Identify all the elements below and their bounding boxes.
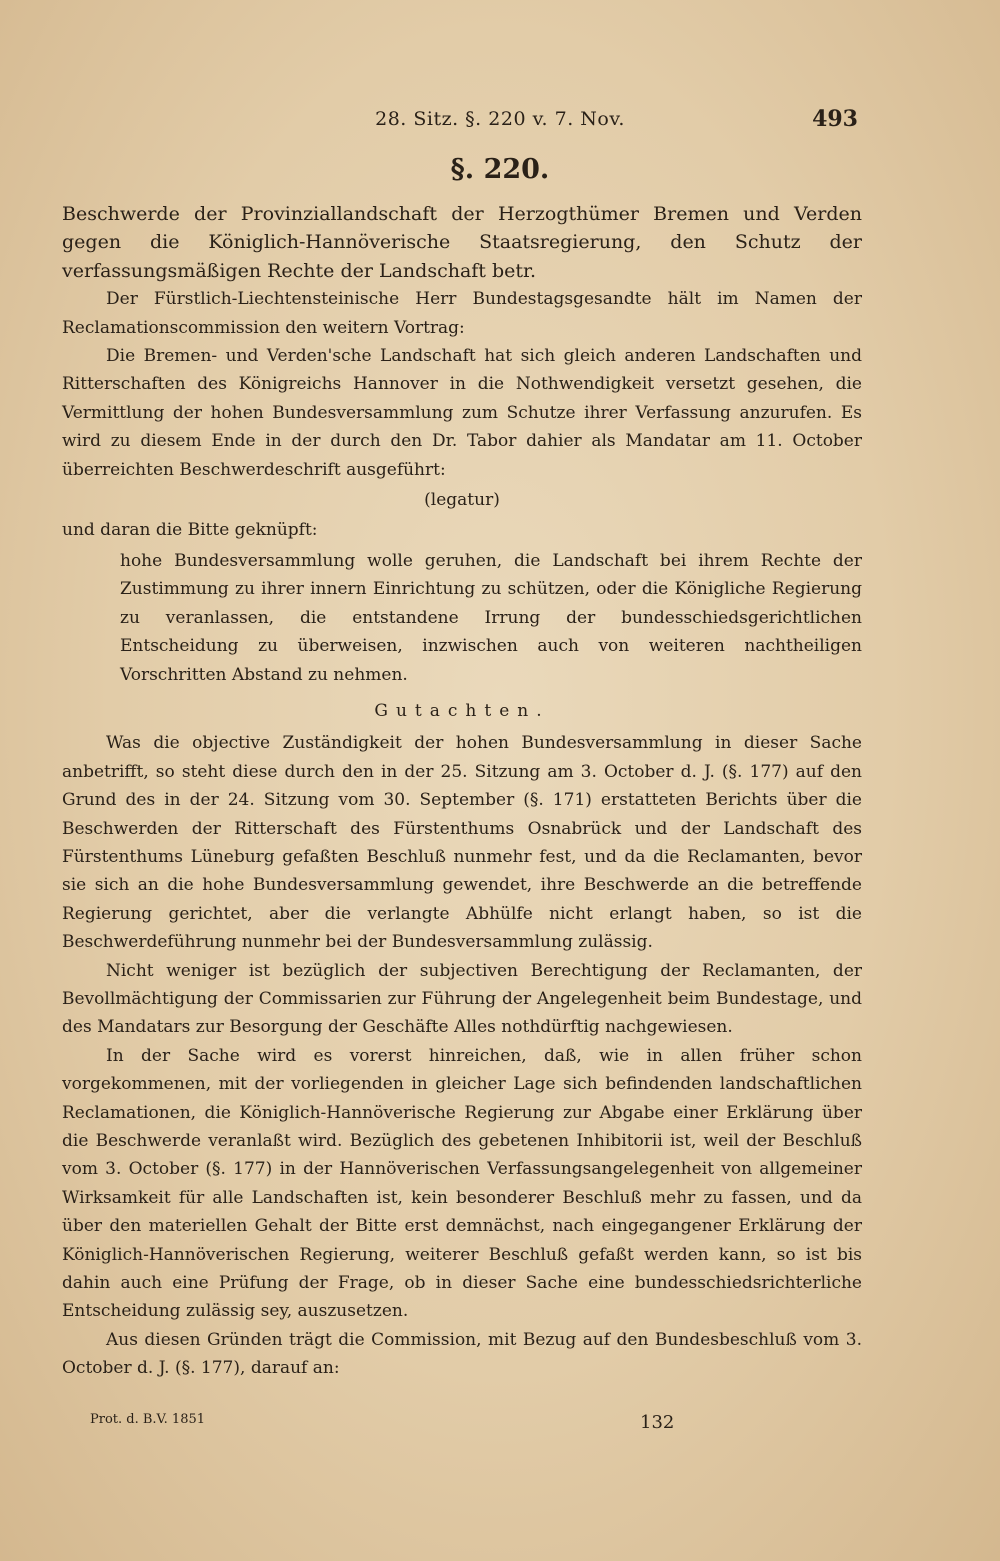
paragraph-3: Nicht weniger ist bezüglich der subjectiven Berechtigung der Reclamanten, der Bevollmächtigung der Commissarien zur Führung der Angelegenheit beim Bundestage, und des Mandatars zur Besorgung der Geschäfte Alles nothdürftig nachgewiesen.	[62, 960, 862, 1038]
paragraph-5: Aus diesen Gründen trägt die Commission, mit Bezug auf den Bundesbeschluß vom 3. October d. J. (§. 177), darauf an:	[62, 1329, 862, 1379]
running-head	[0, 108, 1000, 138]
sheet-number: 132	[640, 1412, 675, 1433]
gutachten-heading: Gutachten.	[374, 700, 550, 721]
paragraph-1: Die Bremen- und Verden'sche Landschaft hat sich gleich anderen Landschaften und Ritterschaften des Königreichs Hannover in die Nothwendigkeit versetzt gesehen, die Vermittlung der hohen Bundesversammlung zum Schutze ihrer Verfassung anzurufen. Es wird zu diesem Ende in der durch den Dr. Tabor dahier als Mandatar am 11. October überreichten Beschwerdeschrift ausgeführt:	[62, 346, 862, 480]
paragraph-2: Was die objective Zuständigkeit der hohen Bundesversammlung in dieser Sache anbetrifft, so steht diese durch den in der 25. Sitzung am 3. October d. J. (§. 177) auf den Grund des in der 24. Sitzung vom 30. September (§. 171) erstatteten Berichts über die Beschwerden der Ritterschaft des Fürstenthums Osnabrück und der Landschaft des Fürstenthums Lüneburg gefaßten Beschluß nunmehr fest, und da die Reclamanten, bevor sie sich an die hohe Bundesversammlung gewendet, ihre Beschwerde an die betreffende Regierung gerichtet, aber die verlangte Abhülfe nicht erlangt haben, so ist die Beschwerdeführung nunmehr bei der Bundesversammlung zulässig.	[62, 733, 862, 953]
section-number: §. 220.	[450, 154, 550, 185]
legatur-note: (legatur)	[424, 490, 500, 511]
body-text	[62, 200, 862, 1383]
paragraph-4: In der Sache wird es vorerst hinreichen, daß, wie in allen früher schon vorgekommenen, mit der vorliegenden in gleicher Lage sich befindenden landschaftlichen Reclamationen, die Königlich-Hannöverische Regierung zur Abgabe einer Erklärung über die Beschwerde veranlaßt wird. Bezüglich des gebetenen Inhibitorii ist, weil der Beschluß vom 3. October (§. 177) in der Hannöverischen Verfassungsangelegenheit von allgemeiner Wirksamkeit für alle Landschaften ist, kein besonderer Beschluß mehr zu fassen, und da über den materiellen Gehalt der Bitte erst demnächst, nach eingegangener Erklärung der Königlich-Hannöverischen Regierung, weiterer Beschluß gefaßt werden kann, so ist bis dahin auch eine Prüfung der Frage, ob in dieser Sache eine bundesschiedsrichterliche Entscheidung zulässig sey, auszusetzen.	[62, 1045, 862, 1322]
paragraph-intro: Der Fürstlich-Liechtensteinische Herr Bundestagsgesandte hält im Namen der Reclamationscommission den weitern Vortrag:	[62, 289, 862, 338]
section-title: Beschwerde der Provinziallandschaft der Herzogthümer Bremen und Verden gegen die Königlich-Hannöverische Staatsregierung, den Schutz der verfassungsmäßigen Rechte der Landschaft betr.	[62, 203, 862, 282]
page-number: 493	[812, 106, 858, 132]
paragraph-bitte: und daran die Bitte geknüpft:	[62, 520, 318, 541]
petition-quote: hohe Bundesversammlung wolle geruhen, die Landschaft bei ihrem Rechte der Zustimmung zu ihrer innern Einrichtung zu schützen, oder die Königliche Regierung zu veranlassen, die entstandene Irrung der bundesschiedsgerichtlichen Entscheidung zu überweisen, inzwischen auch von weiteren nachtheiligen Vorschritten Abstand zu nehmen.	[120, 550, 862, 685]
page-footer	[0, 1412, 1000, 1436]
running-title: 28. Sitz. §. 220 v. 7. Nov.	[375, 108, 625, 130]
signature-mark: Prot. d. B.V. 1851	[90, 1412, 206, 1427]
